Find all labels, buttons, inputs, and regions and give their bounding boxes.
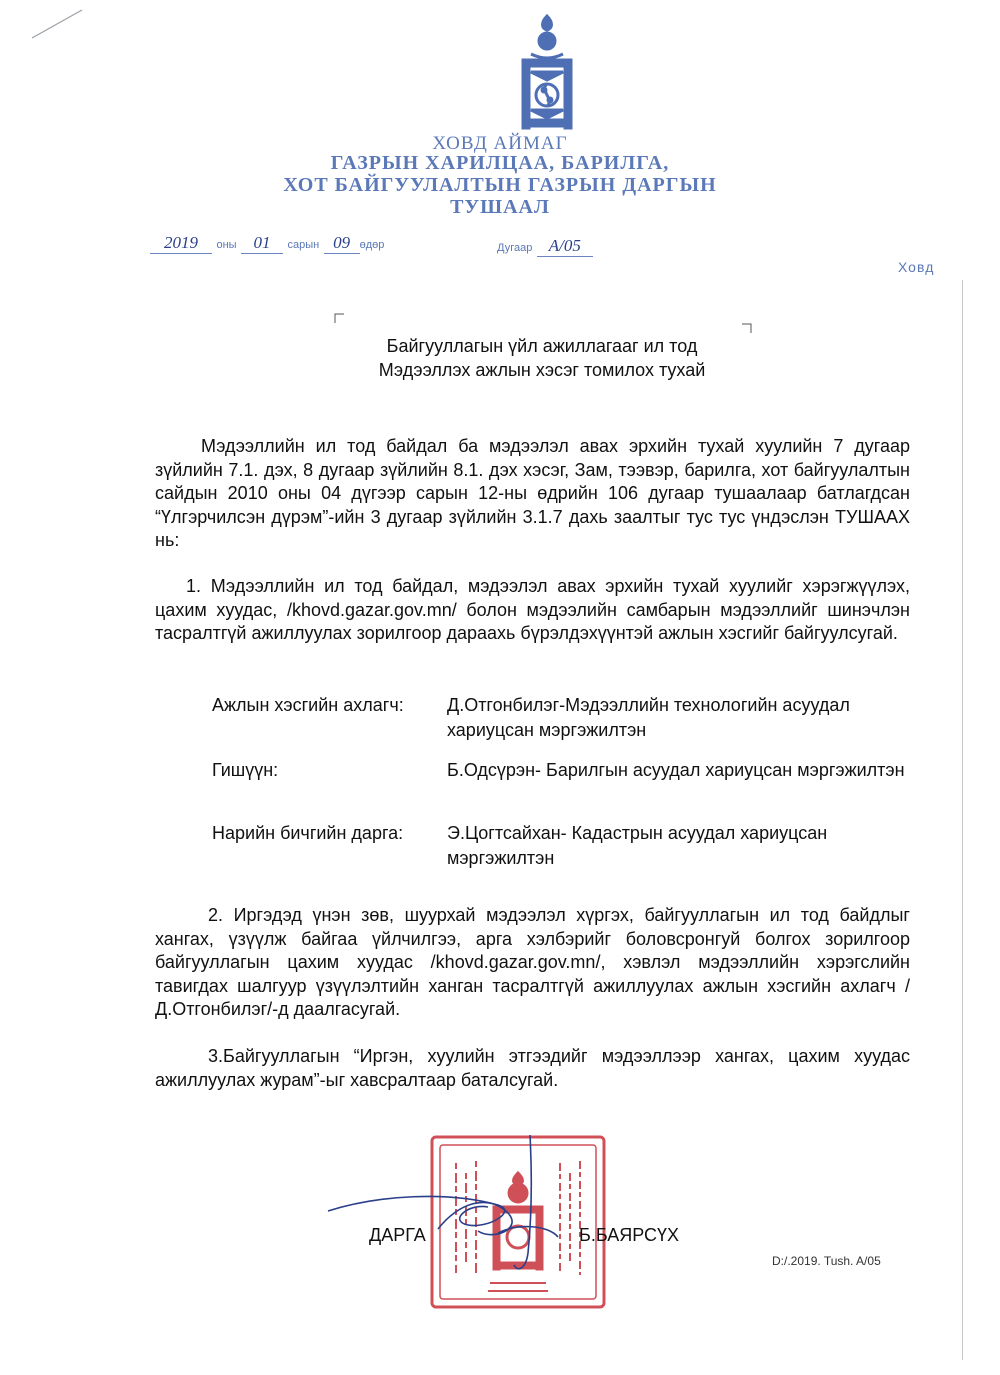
header-agency-line2: ХОТ БАЙГУУЛАЛТЫН ГАЗРЫН ДАРГЫН	[283, 174, 717, 196]
intro-text: Мэдээллийн ил тод байдал ба мэдээлэл авах эрхийн тухай хуулийн 7 дугаар зүйлийн 7.1. дэх, 8 дугаар зүйлийн 8.1. дэх хэсэг, Зам, тээвэр, барилга, хот байгуулалтын сайдын 2010 оны 04 дүгээр сарын 12-ны өдрийн 106 дугаар тушаалаар батлагдсан “Үлгэрчилсэн дүрэм”-ийн 3 дугаар зүйлийн 3.1.7 дахь заалтыг тус тус үндэслэн ТУШААХ нь:	[155, 436, 910, 550]
scan-edge-line	[962, 280, 963, 1360]
member-role-secretary: Нарийн бичгийн дарга:	[212, 823, 404, 843]
item-2-text: 2. Иргэдэд үнэн зөв, шуурхай мэдээлэл хүргэх, байгууллагын ил тод байдлыг хангах, үзүүлж байгаа үйлчилгээ, арга хэлбэрийг боловсронгуй болгох зорилгоор байгууллагын цахим хуудас /khovd.gazar.gov.mn/, хэвлэл мэдээллийн хэрэгслийн тавигдах шалгуур үзүүлэлтийн ханган тасралтгүй ажиллуулах ажлын хэсгийн ахлагч /Д.Отгонбилэг/-д даалгасугай.	[155, 905, 910, 1019]
document-title-line1: Байгууллагын үйл ажиллагааг ил тод	[386, 336, 698, 356]
signatory-position: ДАРГА	[369, 1225, 426, 1245]
date-month: 01	[241, 233, 283, 254]
item-2-paragraph	[155, 904, 910, 1022]
file-reference: D:/.2019. Tush. A/05	[772, 1254, 881, 1268]
date-line	[150, 233, 384, 254]
handwritten-signature	[318, 1133, 618, 1283]
date-month-label: сарын	[287, 239, 320, 251]
document-number-value: A/05	[537, 236, 593, 257]
margin-pen-mark	[28, 4, 88, 44]
member-name-leader: Д.Отгонбилэг-Мэдээллийн технологийн асуудал хариуцсан мэргэжилтэн	[447, 695, 850, 740]
title-corner-left	[334, 313, 344, 323]
intro-paragraph	[155, 435, 910, 553]
item-3-paragraph	[155, 1045, 910, 1092]
member-name-secretary: Э.Цогтсайхан- Кадастрын асуудал хариуцсан мэргэжилтэн	[447, 823, 828, 868]
document-title-line2: Мэдээллэх ажлын хэсэг томилох тухай	[378, 360, 706, 380]
signatory-name: Б.БАЯРСҮХ	[579, 1225, 680, 1245]
member-role-leader: Ажлын хэсгийн ахлагч:	[212, 695, 404, 715]
member-name-member: Б.Одсүрэн- Барилгын асуудал хариуцсан мэргэжилтэн	[447, 760, 905, 780]
document-number	[497, 236, 593, 257]
item-1-text: 1. Мэдээллийн ил тод байдал, мэдээлэл авах эрхийн тухай хуулийг хэрэгжүүлэх, цахим хуудас, /khovd.gazar.gov.mn/ болон мэдээлийн самбарын мэдээллийг шинэчлэн тасралтгүй ажиллуулах зорилгоор дараахь бүрэлдэхүүнтэй ажлын хэсгийг байгуулсугай.	[155, 576, 910, 643]
date-day-label: өдөр	[359, 239, 385, 251]
date-day: 09	[324, 233, 360, 254]
title-corner-right	[742, 323, 752, 333]
header-document-type: ТУШААЛ	[450, 196, 550, 218]
item-3-text: 3.Байгууллагын “Иргэн, хуулийн этгээдийг мэдээллээр хангах, цахим хуудас ажиллуулах журам”-ыг хавсралтаар баталсугай.	[155, 1046, 910, 1090]
item-1-paragraph	[155, 575, 910, 646]
state-emblem-icon	[517, 14, 577, 132]
date-year-label: оны	[216, 239, 237, 251]
city-name: Ховд	[898, 259, 935, 275]
member-role-member: Гишүүн:	[212, 760, 279, 780]
header-aimag: ХОВД АЙМАГ	[432, 133, 568, 154]
document-number-label: Дугаар	[497, 242, 533, 254]
header-agency-line1: ГАЗРЫН ХАРИЛЦАА, БАРИЛГА,	[330, 152, 670, 174]
date-year: 2019	[150, 233, 212, 254]
